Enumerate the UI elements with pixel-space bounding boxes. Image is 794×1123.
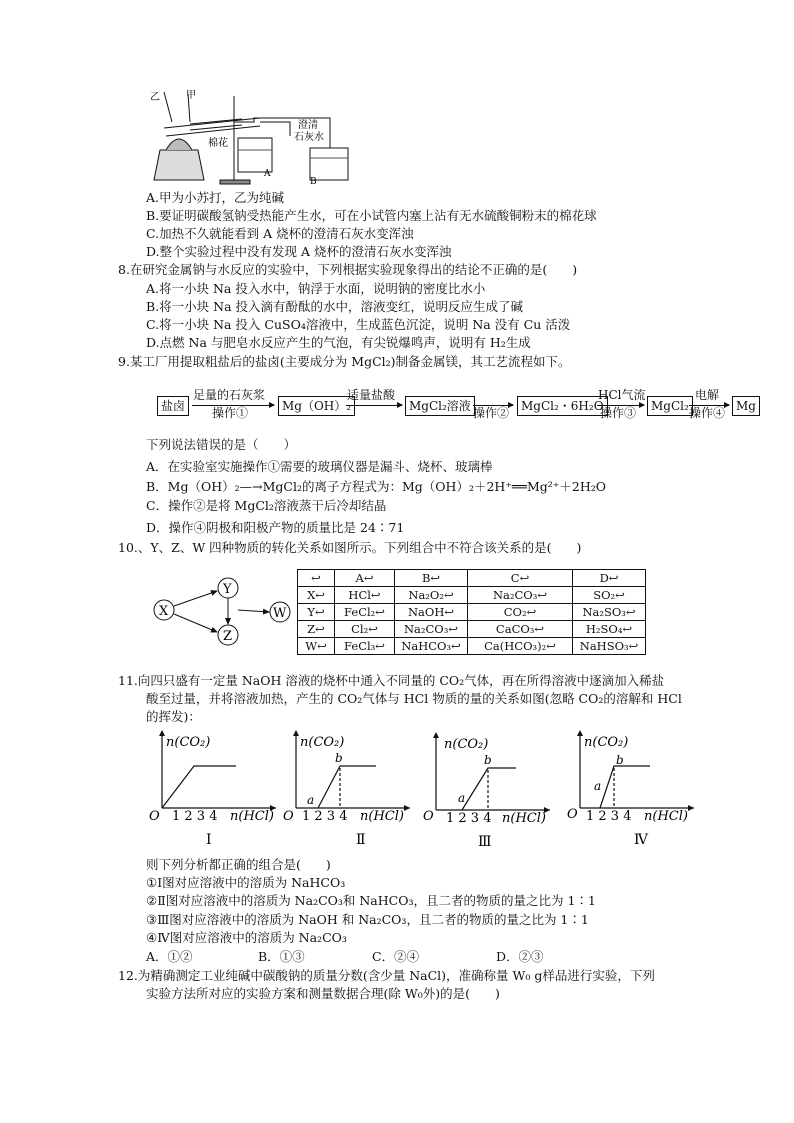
q10-stem: 10.、Y、Z、W 四种物质的转化关系如图所示。下列组合中不符合该关系的是( )	[118, 540, 582, 555]
node-y: Y	[223, 582, 232, 597]
apparatus-diagram	[150, 88, 360, 186]
table-header-row	[298, 570, 646, 587]
table-cell: Y↩	[298, 604, 335, 621]
apparatus-label-yi: 乙	[150, 92, 160, 103]
apparatus-label-jia: 甲	[186, 90, 196, 101]
node-z: Z	[223, 629, 233, 644]
q9-question: 下列说法错误的是（ ）	[146, 437, 297, 452]
flow-arrow5-top: 电解	[695, 388, 720, 402]
q7-option-b: B.要证明碳酸氢钠受热能产生水，可在小试管内塞上沾有无水硫酸铜粉末的棉花球	[146, 208, 597, 223]
table-cell: NaHSO₃↩	[573, 638, 646, 655]
xlabel: n(HCl)	[502, 811, 546, 826]
xlabel: n(HCl)	[644, 809, 688, 824]
table-cell: CO₂↩	[468, 604, 573, 621]
q8-option-a: A.将一小块 Na 投入水中，钠浮于水面，说明钠的密度比水小	[146, 281, 486, 296]
node-x: X	[159, 604, 169, 619]
q9-stem: 9.某工厂用提取粗盐后的盐卤(主要成分为 MgCl₂)制备金属镁，其工艺流程如下。	[118, 354, 571, 369]
q11-option-d: D．②③	[496, 949, 544, 964]
table-cell: FeCl₃↩	[335, 638, 395, 655]
q11-option-c: C．②④	[372, 949, 420, 964]
flow-arrow2-top: 适量盐酸	[347, 388, 396, 402]
table-cell: W↩	[298, 638, 335, 655]
table-cell: CaCO₃↩	[468, 621, 573, 638]
label-a: a	[594, 779, 602, 793]
label-a: a	[307, 793, 315, 807]
ticks: 1 2 3 4	[172, 809, 218, 824]
q8-option-b: B.将一小块 Na 投入滴有酚酞的水中，溶液变红，说明反应生成了碱	[146, 299, 523, 314]
q11-graph-4	[566, 728, 696, 848]
apparatus-label-limewater-1: 澄清	[298, 120, 318, 131]
origin: O	[283, 809, 294, 824]
flow-box-mgcl2-solution: MgCl₂溶液	[405, 396, 475, 416]
table-cell: ↩	[298, 570, 335, 587]
q11-statement-1: ①Ⅰ图对应溶液中的溶质为 NaHCO₃	[146, 875, 346, 890]
table-row	[298, 604, 646, 621]
q11-statement-4: ④Ⅳ图对应溶液中的溶质为 Na₂CO₃	[146, 930, 347, 945]
q11-graph-2	[282, 728, 412, 848]
q9-option-a: A．在实验室实施操作①需要的玻璃仪器是漏斗、烧杯、玻璃棒	[146, 459, 493, 474]
table-cell: Na₂SO₃↩	[573, 604, 646, 621]
q11-option-b: B．①③	[258, 949, 305, 964]
ylabel: n(CO₂)	[166, 735, 211, 750]
origin: O	[567, 807, 578, 822]
flow-box-mgcl2-6h2o: MgCl₂・6H₂O	[517, 396, 608, 416]
q7-option-a: A.甲为小苏打，乙为纯碱	[146, 190, 285, 205]
q11-stem-line2: 酸至过量，并将溶液加热，产生的 CO₂气体与 HCl 物质的量的关系如图(忽略 CO₂的溶解和 HCl	[146, 691, 682, 706]
flow-box-mg: Mg	[732, 396, 760, 416]
graph-numeral: Ⅲ	[478, 834, 492, 850]
apparatus-label-limewater-2: 石灰水	[294, 132, 324, 143]
q11-option-a: A．①②	[146, 949, 193, 964]
table-row	[298, 638, 646, 655]
q9-option-c: C．操作②是将 MgCl₂溶液蒸干后冷却结晶	[146, 498, 387, 513]
q9-option-b: B．Mg（OH）₂—→MgCl₂的离子方程式为：Mg（OH）₂＋2H⁺══Mg²⁺＋2H₂O	[146, 479, 606, 494]
flow-arrow1-top: 足量的石灰浆	[193, 388, 266, 402]
table-cell: Z↩	[298, 621, 335, 638]
q7-option-c: C.加热不久就能看到 A 烧杯的澄清石灰水变浑浊	[146, 226, 414, 241]
q11-stem-line1: 11.向四只盛有一定量 NaOH 溶液的烧杯中通入不同量的 CO₂气体，再在所得溶液中逐滴加入稀盐	[118, 673, 665, 688]
ticks: 1 2 3 4	[302, 809, 348, 824]
graph-numeral: Ⅱ	[356, 832, 366, 848]
q8-option-d: D.点燃 Na 与肥皂水反应产生的气泡，有尖锐爆鸣声，说明有 H₂生成	[146, 335, 531, 350]
table-row	[298, 587, 646, 604]
table-cell: SO₂↩	[573, 587, 646, 604]
ylabel: n(CO₂)	[300, 735, 345, 750]
apparatus-label-b: B	[310, 177, 317, 186]
flow-box-brine: 盐卤	[157, 396, 189, 416]
ticks: 1 2 3 4	[446, 811, 492, 826]
table-cell: A↩	[335, 570, 395, 587]
q11-statement-3: ③Ⅲ图对应溶液中的溶质为 NaOH 和 Na₂CO₃，且二者的物质的量之比为 1∶1	[146, 912, 589, 927]
origin: O	[423, 809, 434, 824]
table-cell: H₂SO₄↩	[573, 621, 646, 638]
label-b: b	[616, 753, 624, 767]
table-cell: NaHCO₃↩	[395, 638, 468, 655]
table-row	[298, 621, 646, 638]
table-cell: B↩	[395, 570, 468, 587]
table-cell: C↩	[468, 570, 573, 587]
ylabel: n(CO₂)	[444, 737, 489, 752]
table-cell: D↩	[573, 570, 646, 587]
q12-line2: 实验方法所对应的实验方案和测量数据合理(除 W₀外)的是( )	[146, 986, 500, 1001]
q9-option-d: D．操作④阴极和阳极产物的质量比是 24∶71	[146, 520, 405, 535]
table-cell: Na₂O₂↩	[395, 587, 468, 604]
q10-table	[297, 569, 646, 655]
ylabel: n(CO₂)	[584, 735, 629, 750]
apparatus-label-a: A	[264, 169, 271, 179]
node-w: W	[273, 606, 287, 621]
q11-graph-1	[148, 728, 278, 848]
xlabel: n(HCl)	[360, 809, 404, 824]
table-cell: HCl↩	[335, 587, 395, 604]
apparatus-label-cotton: 棉花	[208, 138, 228, 149]
table-cell: FeCl₂↩	[335, 604, 395, 621]
q11-stem-line3: 的挥发)：	[146, 709, 201, 724]
flow-arrow5-bot: 操作④	[689, 406, 726, 420]
q12-line1: 12.为精确测定工业纯碱中碳酸钠的质量分数(含少量 NaCl)，准确称量 W₀ g样品进行实验，下列	[118, 968, 655, 983]
flow-arrow3-bot: 操作②	[473, 406, 510, 420]
flow-arrow-2	[346, 405, 402, 406]
flow-arrow4-top: HCl气流	[598, 388, 646, 402]
table-cell: Ca(HCO₃)₂↩	[468, 638, 573, 655]
q11-graph-3	[422, 730, 552, 850]
q8-option-c: C.将一小块 Na 投入 CuSO₄溶液中，生成蓝色沉淀，说明 Na 没有 Cu 活泼	[146, 317, 571, 332]
flow-box-mgoh2: Mg（OH）₂	[278, 396, 355, 416]
flow-arrow4-bot: 操作③	[600, 406, 637, 420]
q11-statement-2: ②Ⅱ图对应溶液中的溶质为 Na₂CO₃和 NaHCO₃，且二者的物质的量之比为 1∶1	[146, 893, 596, 908]
xlabel: n(HCl)	[230, 809, 274, 824]
flow-arrow1-bot: 操作①	[212, 406, 249, 420]
table-cell: Cl₂↩	[335, 621, 395, 638]
graph-numeral: Ⅳ	[634, 832, 648, 848]
label-b: b	[335, 751, 343, 765]
q10-relation-diagram	[150, 577, 295, 647]
table-cell: Na₂CO₃↩	[395, 621, 468, 638]
table-cell: Na₂CO₃↩	[468, 587, 573, 604]
q8-stem: 8.在研究金属钠与水反应的实验中，下列根据实验现象得出的结论不正确的是( )	[118, 262, 578, 277]
label-b: b	[484, 753, 492, 767]
flow-box-mgcl2: MgCl₂	[647, 396, 693, 416]
ticks: 1 2 3 4	[586, 809, 632, 824]
table-cell: NaOH↩	[395, 604, 468, 621]
origin: O	[149, 809, 160, 824]
label-a: a	[458, 791, 466, 805]
graph-numeral: Ⅰ	[206, 832, 212, 848]
table-cell: X↩	[298, 587, 335, 604]
q11-question: 则下列分析都正确的组合是( )	[146, 857, 331, 872]
q7-option-d: D.整个实验过程中没有发现 A 烧杯的澄清石灰水变浑浊	[146, 244, 452, 259]
